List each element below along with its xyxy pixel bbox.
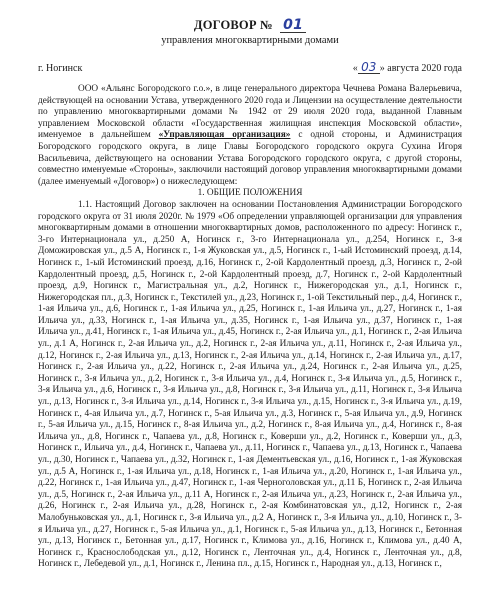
- handwritten-contract-number: 01: [280, 18, 306, 33]
- intro-paragraph: [38, 84, 462, 188]
- place-date-row: [38, 62, 462, 74]
- date-quote-open: «: [352, 63, 358, 74]
- handwritten-day: 03: [358, 62, 380, 74]
- date-rest: » августа 2020 года: [379, 63, 462, 74]
- document-header: [0, 18, 500, 46]
- document-body: [38, 84, 462, 571]
- contract-date: [353, 62, 462, 74]
- document-title-line: [0, 18, 500, 33]
- intro-text-a: ООО «Альянс Богородского г.о.», в лице генерального директора Чечнева Романа Валерьевича, действующей на основании Устава, утвержденного 2020 года и Лицензии на осуществление деятельности по управлению многоквартирными домами № 1942 от 29 июля 2020 года, выданной Главным управлением Московской области «Государственная жилищная инспекция Московской области», именуемое в дальнейшем: [38, 84, 462, 141]
- city: г. Ногинск: [38, 63, 83, 74]
- party-name: «Управляющая организация»: [158, 130, 291, 141]
- document-subtitle: управления многоквартирными домами: [161, 35, 339, 46]
- clause-1-1: 1.1. Настоящий Договор заключен на основании Постановления Администрации Богородского городского округа от 31 июля 2020г. № 1979 «Об определении управляющей организации для управления многоквартирным домами в отношении многоквартирных домов, расположенного по адресу: Ногинск г., 3-го Интернационала ул., д.250 А, Ногинск г., 3-го Интернационала ул., д.254, Ногинск г., 3-я Доможировская ул., д.5 А, Ногинск г., 1-я Жуковская ул., д.5, Ногинск г., 1-ый Истоминский проезд, д.14, Ногинск г., 1-ый Истоминский проезд, д.16, Ногинск г., 2-ой Кардолентный проезд, д.3, Ногинск г., 2-ой Кардолентный проезд, д.5, Ногинск г., 2-ой Кардолентный проезд, д.7, Ногинск г., 2-ой Кардолентный проезд, д.9, Ногинск г., Магистральная ул., д.2, Ногинск г., Нижегородская ул., д.1, Ногинск г., Нижегородская пл., д.3, Ногинск г., Текстилей ул., д.23, Ногинск г., 1-ой Текстильный пер., д.4, Ногинск г., 1-ая Ильича ул., д.6, Ногинск г., 1-ая Ильича ул., д.25, Ногинск г., 1-ая Ильича ул., д.27, Ногинск г., 1-ая Ильича ул., д.33, Ногинск г., 1-ая Ильича ул., д.35, Ногинск г., 1-ая Ильича ул., д.37, Ногинск г., 1-ая Ильича ул., д.41, Ногинск г., 1-ая Ильича ул., д.45, Ногинск г., 2-ая Ильича ул., д.1, Ногинск г., 2-ая Ильича ул., д.1 А, Ногинск г., 2-ая Ильича ул., д.2, Ногинск г., 2-ая Ильича ул., д.11, Ногинск г., 2-ая Ильича ул., д.12, Ногинск г., 2-ая Ильича ул., д.13, Ногинск г., 2-ая Ильича ул., д.14, Ногинск г., 2-ая Ильича ул., д.17, Ногинск г., 2-ая Ильича ул., д.22, Ногинск г., 2-ая Ильича ул., д.24, Ногинск г., 2-ая Ильича ул., д.25, Ногинск г., 3-я Ильича ул., д.2, Ногинск г., 3-я Ильича ул., д.4, Ногинск г., 3-я Ильича ул., д.5, Ногинск г., 3-я Ильича ул., д.6, Ногинск г., 3-я Ильича ул., д.8, Ногинск г., 3-я Ильича ул., д.11, Ногинск г., 3-я Ильича ул., д.13, Ногинск г., 3-я Ильича ул., д.14, Ногинск г., 3-я Ильича ул., д.15, Ногинск г., 3-я Ильича ул., д.19, Ногинск г., 4-ая Ильича ул., д.7, Ногинск г., 5-ая Ильича ул., д.3, Ногинск г., 5-ая Ильича ул., д.9, Ногинск г., 5-ая Ильича ул., д.15, Ногинск г., 8-ая Ильича ул., д.2, Ногинск г., 8-ая Ильича ул., д.4, Ногинск г., 8-ая Ильича ул., д.8, Ногинск г., Чапаева ул., д.8, Ногинск г., Коверши ул., д.2, Ногинск г., Коверши ул., д.3, Ногинск г., Ильича ул., д.4, Ногинск г., Чапаева ул., д.11, Ногинск г., Чапаева ул., д.13, Ногинск г., Чапаева ул., д.30, Ногинск г., Чапаева ул., д.32, Ногинск г., 1-ая Дементьевская ул., д.16, Ногинск г., 1-ая Жуковская ул., д.5 А, Ногинск г., 1-ая Ильича ул., д.18, Ногинск г., 1-ая Ильича ул., д.20, Ногинск г., 1-ая Ильича ул., д.22, Ногинск г., 1-ая Ильича ул., д.47, Ногинск г., 1-ая Черноголовская ул., д.11 Б, Ногинск г., 2-ая Ильича ул., д.5, Ногинск г., 2-ая Ильича ул., д.11 А, Ногинск г., 2-ая Ильича ул., д.23, Ногинск г., 2-ая Ильича ул., д.26, Ногинск г., 2-ая Ильича ул., д.28, Ногинск г., 2-ая Комбинатовская ул., д.12, Ногинск г., 2-ая Малобуньковская ул., д.1, Ногинск г., 3-я Ильича ул., д.2 А, Ногинск г., 3-я Ильича ул., д.10, Ногинск г., 3-я Ильича ул., д.27, Ногинск г., 5-ая Ильича ул., д.1, Ногинск г., 5-ая Ильича ул., д.13, Ногинск г., Бетонная ул., д.13, Ногинск г., Бетонная ул., д.17, Ногинск г., Климова ул., д.16, Ногинск г., Климова ул., д.40 А, Ногинск г., Краснослободская ул., д.12, Ногинск г., Ленточная ул., д.4, Ногинск г., Ленточная ул., д.8, Ногинск г., Лебедевой ул., д.1, Ногинск г., Ленина пл., д.15, Ногинск г., Народная ул., д.13, Ногинск г.,: [38, 199, 462, 570]
- section-heading: 1. ОБЩИЕ ПОЛОЖЕНИЯ: [197, 188, 303, 199]
- intro-text-b: с одной стороны, и Администрация Богородского городского округа, в лице Главы Богородского городского округа Сухина Игоря Васильевича, действующего на основании Устава Богородского городского округа, с другой стороны, совместно именуемые «Стороны», заключили настоящий договор управления многоквартирными домами (далее именуемый «Договор») о нижеследующем:: [38, 130, 462, 187]
- document-title: ДОГОВОР №: [193, 18, 273, 32]
